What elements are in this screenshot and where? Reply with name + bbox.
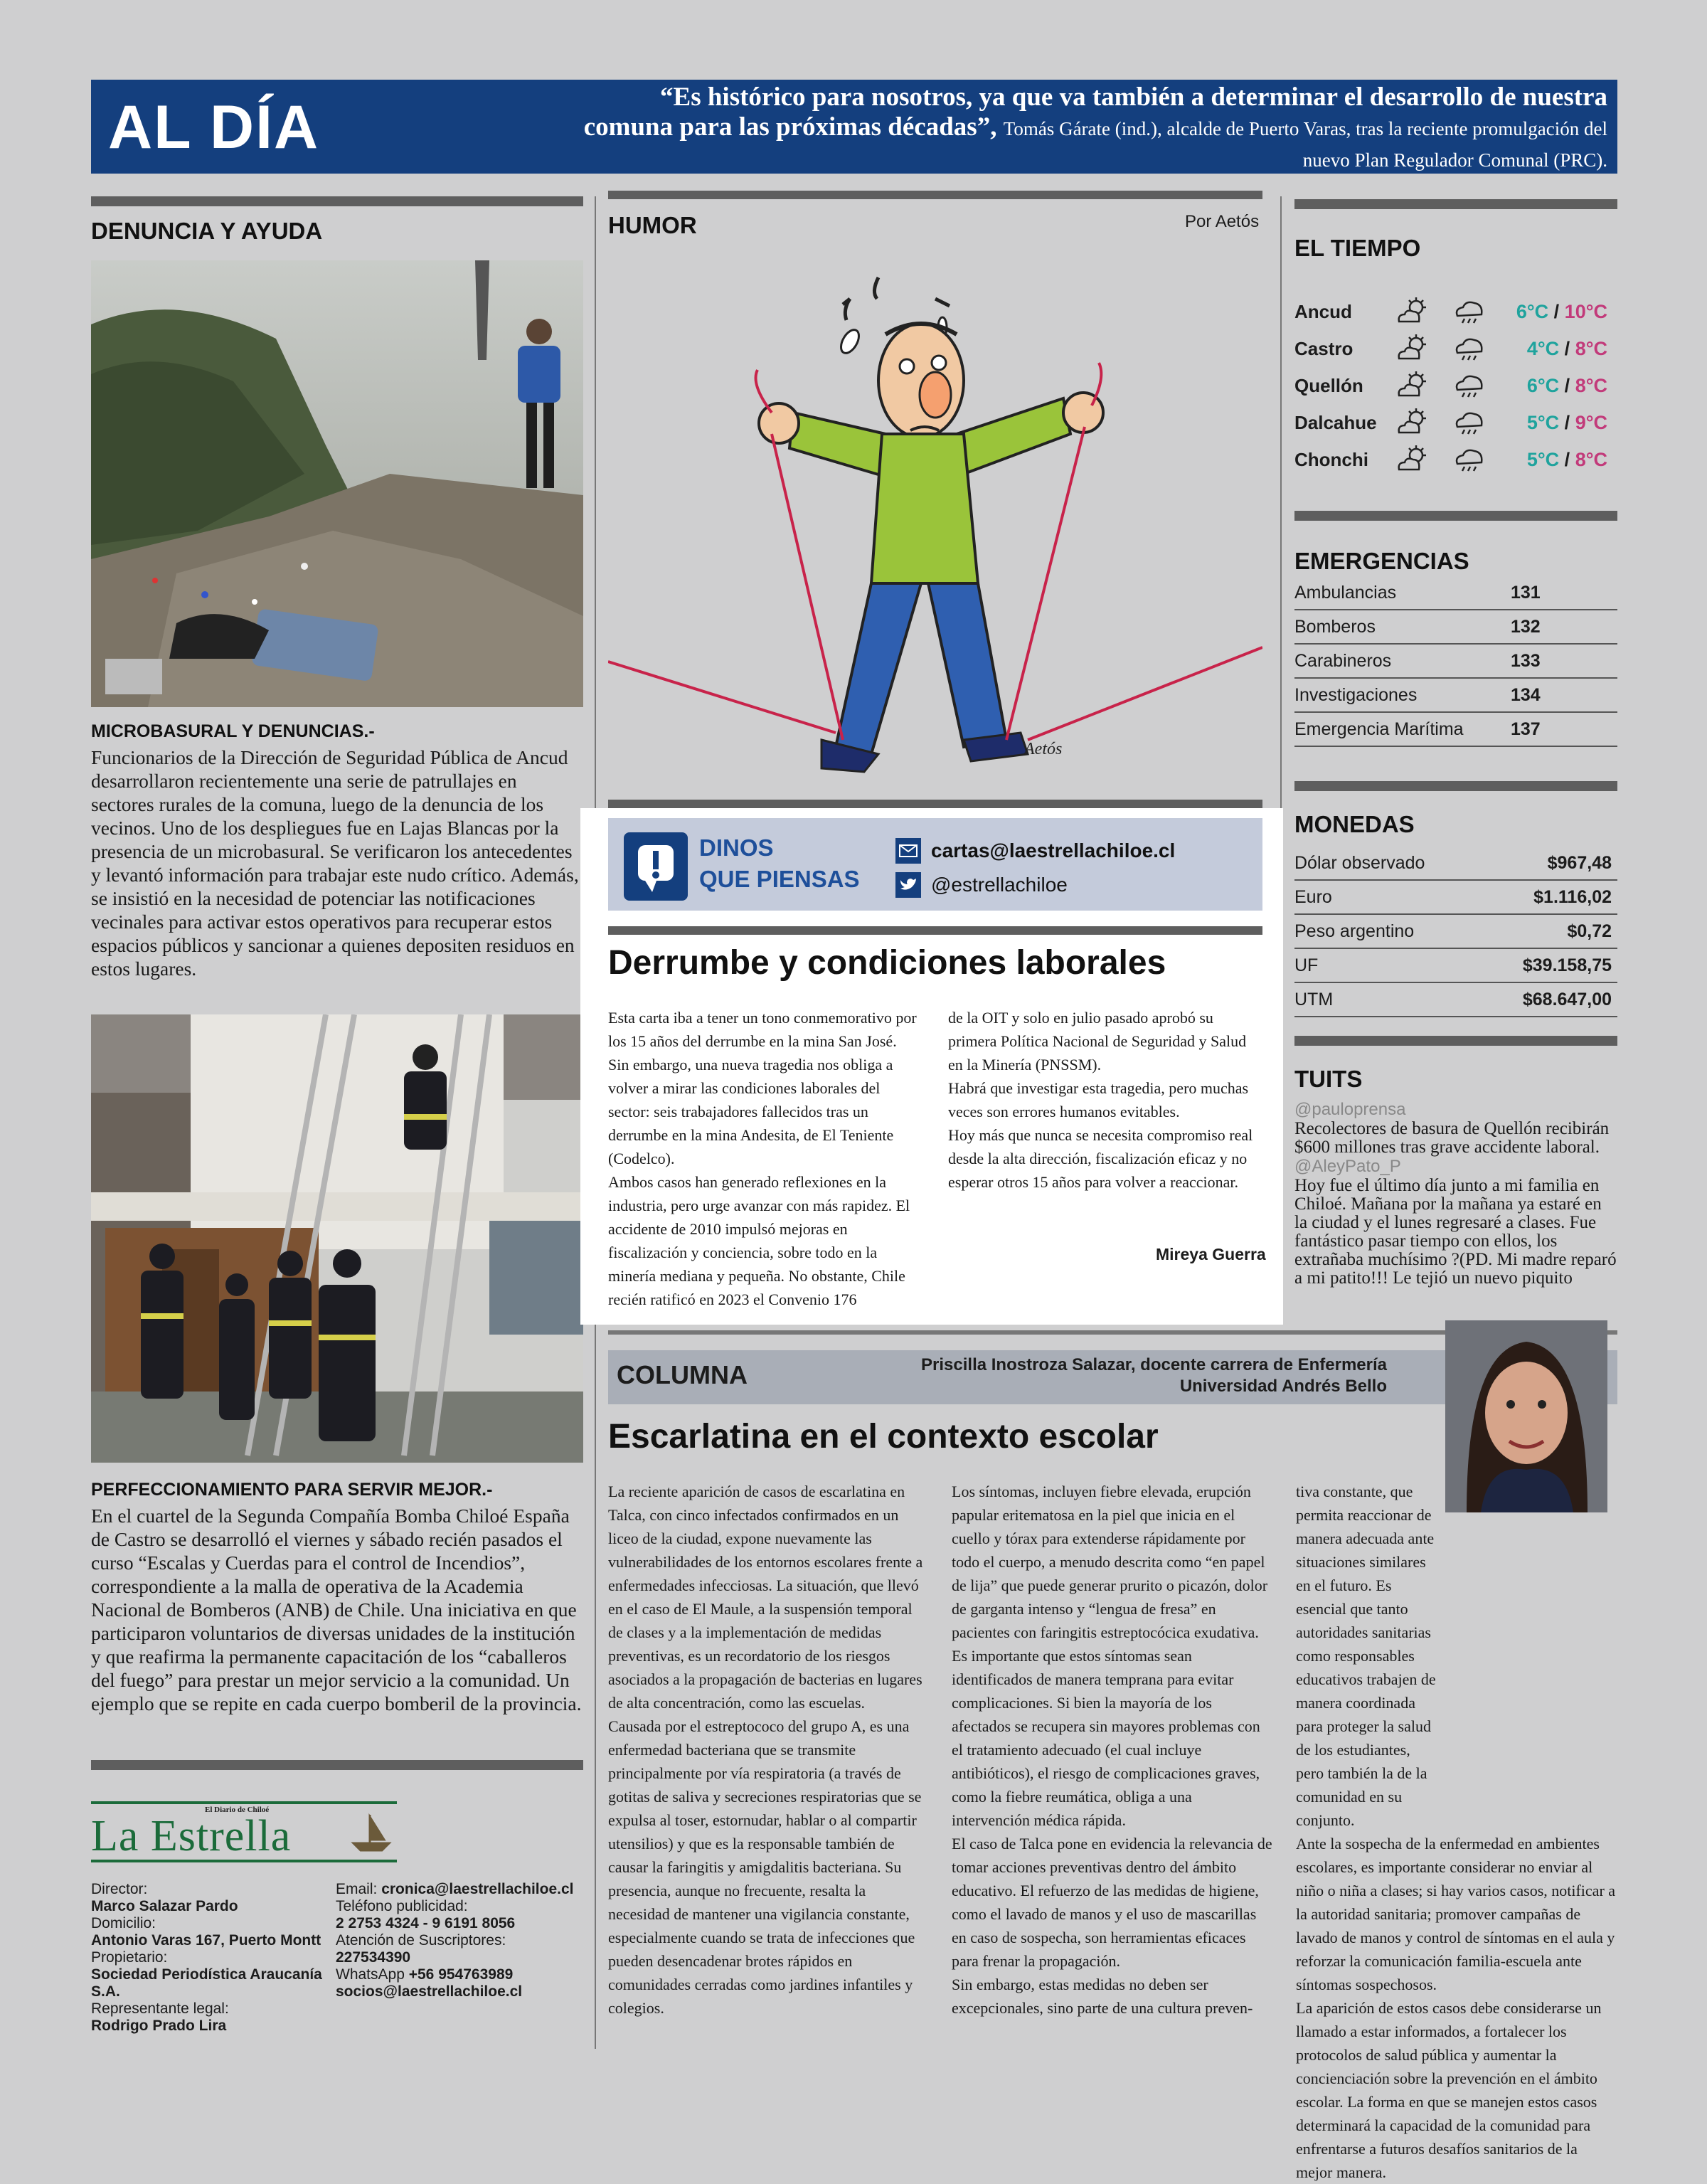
letter-paragraph: Hoy más que nunca se necesita compromiso real desde la alta dirección, fiscalización eficaz y no esperar otros 15 años para volver a reaccionar. xyxy=(948,1126,1253,1191)
weather-city: Ancud xyxy=(1294,300,1352,322)
temp-min: 5°C xyxy=(1526,411,1560,433)
currency-name: Peso argentino xyxy=(1294,921,1415,941)
caption2-body: En el cuartel de la Segunda Compañía Bomba Chiloé España de Castro se desarrolló el viernes y sábado recién pasados el curso “Escalas y Cuerdas para el control de Incendios”, correspondiente a la malla de operativa de la Academia Nacional de Bomberos (ANB) de Chile. Una iniciativa en que participaron voluntarios de diversas unidades de la institución y que reafirma la permanente capacitación de los “caballeros del fuego” para prestar un mejor servicio a la comunidad. Un ejemplo que se repite en cada cuerpo bomberil de la provincia. xyxy=(91,1505,582,1714)
weather-row: Quellón 6°C / 8°C xyxy=(1294,367,1617,404)
columna-paragraph: Ante la sospecha de la enfermedad en ambientes escolares, es importante considerar no enviar al niño o niña a clases; si hay varios casos, notificar a la autoridad sanitaria; promover campañas de lavado de manos y control de síntomas en el aula y reforzar la comunicación familia-escuela ante síntomas sospechosos. xyxy=(1296,1835,1616,1993)
divider xyxy=(91,1760,583,1770)
emergency-row xyxy=(1294,713,1617,747)
twitter-icon xyxy=(895,872,921,898)
temp-max: 9°C xyxy=(1575,411,1607,433)
emergencias-table xyxy=(1294,576,1617,747)
weather-table xyxy=(1294,293,1617,478)
currency-value: $68.647,00 xyxy=(1522,989,1612,1009)
monedas-title: MONEDAS xyxy=(1294,811,1415,837)
sun-cloud-icon xyxy=(1384,445,1441,474)
emergency-number[interactable]: 133 xyxy=(1511,650,1541,671)
divider xyxy=(608,191,1262,199)
temp-min: 6°C xyxy=(1526,374,1560,396)
currency-value: $1.116,02 xyxy=(1533,886,1612,907)
emergency-row xyxy=(1294,679,1617,713)
columna-paragraph: La reciente aparición de casos de escarlatina en Talca, con cinco infectados confirmados en un liceo de la ciudad, expone nuevamente las vulnerabilidades de los entornos escolares frente a enfermedades infecciosas. La situación, que llevó en el caso de El Maule, a la suspensión temporal de clases y a la implementación de medidas preventivas, es un recordatorio de los riesgos asociados a la propagación de bacterias en lugares de alta concentración, como las escuelas. xyxy=(608,1483,923,1712)
letter-paragraph: Habrá que investigar esta tragedia, pero muchas veces son errores humanos evitables. xyxy=(948,1079,1249,1120)
emergencias-title: EMERGENCIAS xyxy=(1294,548,1469,574)
dinos-twitter-row[interactable] xyxy=(895,868,1175,902)
emergency-row xyxy=(1294,645,1617,679)
columna-col3 xyxy=(1296,1480,1617,2184)
columna-paragraph: Los síntomas, incluyen fiebre elevada, erupción papular eritematosa en la piel que inicia en el cuello y tórax para extenderse rápidamente por todo el cuerpo, a menudo descrita como “en papel de lija” que puede generar prurito o picazón, dolor de garganta intenso y “lengua de fresa” en pacientes con faringitis estreptocócica exudativa. Es importante que estos síntomas sean identificados de manera temprana para evitar complicaciones. Si bien la mayoría de los afectados se recupera sin mayores problemas con el tratamiento adecuado (el cual incluye antibióticos), el riesgo de complicaciones graves, como la fiebre reumática, obliga a una intervención médica rápida. xyxy=(952,1483,1268,1829)
currency-value: $967,48 xyxy=(1547,852,1612,873)
weather-title: EL TIEMPO xyxy=(1294,235,1421,261)
dinos-twitter[interactable]: @estrellachiloe xyxy=(931,874,1068,896)
dinos-banner xyxy=(608,818,1262,911)
quote-text: “Es histórico para nosotros, ya que va también a determinar el desarrollo de nuestra comuna para las próximas décadas”, xyxy=(583,83,1607,142)
propietario-value: Sociedad Periodística Araucanía S.A. xyxy=(91,1966,322,2000)
masthead-right xyxy=(336,1881,585,2000)
columna-paragraph: La aparición de estos casos debe considerarse un llamado a estar informados, a fortalecer los protocolos de salud pública y aumentar la concienciación sobre la prevención en el ámbito escolar. La forma en que se manejen estos casos determinará la capacidad de la comunidad para enfrentarse a futuros desafíos sanitarios de la mejor manera. xyxy=(1296,1999,1602,2181)
whatsapp-value: +56 954763989 xyxy=(408,1966,514,1983)
temp-max: 8°C xyxy=(1575,374,1607,396)
dinos-email-row[interactable] xyxy=(895,834,1175,868)
weather-city: Quellón xyxy=(1294,374,1363,396)
tweet-text: Recolectores de basura de Quellón recibirán $600 millones tras grave accidente laboral. xyxy=(1294,1119,1610,1157)
domicilio-label: Domicilio: xyxy=(91,1915,156,1931)
sun-cloud-icon xyxy=(1384,297,1441,326)
letter-paragraph: Ambos casos han generado reflexiones en la industria, pero urge avanzar con más rapidez. El accidente de 2010 impulsó mejoras en fiscalización y conciencia, sobre todo en la minería mediana y pequeña. No obstante, Chile recién ratificó en 2023 el Convenio 176 xyxy=(608,1173,910,1308)
tweet-handle[interactable]: @AleyPato_P xyxy=(1294,1157,1401,1176)
temp-max: 8°C xyxy=(1575,448,1607,470)
weather-city: Castro xyxy=(1294,337,1354,359)
representante-value: Rodrigo Prado Lira xyxy=(91,2018,227,2034)
currency-row xyxy=(1294,881,1617,915)
socios-email[interactable]: socios@laestrellachiloe.cl xyxy=(336,1983,523,2000)
rain-cloud-icon xyxy=(1441,334,1498,363)
emergency-row xyxy=(1294,576,1617,610)
caption1-body: Funcionarios de la Dirección de Seguridad Pública de Ancud desarrollaron recientemente una serie de patrullajes en sectores rurales de la comuna, luego de la denuncia de los vecinos. Uno de los despliegues fue en Lajas Blancas por la presencia de un microbasural. Se verificaron los antecedentes y levantó información para trabajar este nudo crítico. Además, se insistió en la necesidad de potenciar las notificaciones vecinales para activar estos operativos para recuperar estos espacios públicos y sancionar a quienes depositen residuos en estos lugares. xyxy=(91,746,579,980)
dinos-email[interactable]: cartas@laestrellachiloe.cl xyxy=(931,839,1176,862)
quote-attribution: Tomás Gárate (ind.), alcalde de Puerto Varas, tras la reciente promulgación del nuevo Plan Regulador Comunal (PRC). xyxy=(1003,118,1607,171)
masthead-logo xyxy=(91,1801,397,1862)
divider xyxy=(1294,781,1617,791)
letter-author: Mireya Guerra xyxy=(1156,1245,1266,1263)
temp-max: 10°C xyxy=(1564,300,1607,322)
mail-icon xyxy=(895,838,921,864)
suscriptores-label: Atención de Suscriptores: xyxy=(336,1932,506,1949)
weather-row: Castro 4°C / 8°C xyxy=(1294,330,1617,367)
columna-label: COLUMNA xyxy=(617,1360,748,1389)
emergency-name: Carabineros xyxy=(1294,650,1392,671)
tuits-list xyxy=(1294,1100,1617,1288)
director-value: Marco Salazar Pardo xyxy=(91,1898,238,1914)
sun-cloud-icon xyxy=(1384,408,1441,437)
emergency-number[interactable]: 137 xyxy=(1511,719,1541,739)
currency-name: Euro xyxy=(1294,886,1332,907)
telefono-label: Teléfono publicidad: xyxy=(336,1898,468,1914)
emergency-row xyxy=(1294,610,1617,645)
columna-paragraph: El caso de Talca pone en evidencia la relevancia de tomar acciones preventivas dentro del ámbito educativo. El refuerzo de las medidas de higiene, como el lavado de manos y el uso de mascarillas en caso de sospecha, son herramientas eficaces para frenar la propagación. xyxy=(952,1835,1272,1970)
temp-min: 5°C xyxy=(1526,448,1560,470)
letter-paragraph: de la OIT y solo en julio pasado aprobó su primera Política Nacional de Seguridad y Salud en la Minería (PNSSM). xyxy=(948,1009,1247,1074)
emergency-name: Ambulancias xyxy=(1294,582,1397,603)
humor-byline: Por Aetós xyxy=(1185,212,1260,231)
sun-cloud-icon xyxy=(1384,334,1441,363)
temp-min: 6°C xyxy=(1516,300,1549,322)
columna-paragraph: Sin embargo, estas medidas no deben ser excepcionales, sino parte de una cultura preven- xyxy=(952,1976,1253,2017)
currency-name: UF xyxy=(1294,955,1319,975)
currency-row xyxy=(1294,847,1617,881)
monedas-table xyxy=(1294,847,1617,1017)
temp-max: 8°C xyxy=(1575,337,1607,359)
masthead-left xyxy=(91,1881,326,2035)
currency-row xyxy=(1294,915,1617,949)
divider xyxy=(91,196,583,206)
columna-paragraph: Causada por el estreptococo del grupo A, es una enfermedad bacteriana que se transmite principalmente por vía respiratoria (a través de gotitas de saliva y secreciones respiratorias que se expulsa al toser, estornudar, hablar o al compartir utensilios) y que es la responsable también de causar la faringitis y amigdalitis bacteriana. Su presencia, aunque no frecuente, resalta la necesidad de mantener una vigilancia constante, especialmente cuando se trata de infecciones que pueden desencadenar brotes rápidos en comunidades cerradas como jardines infantiles y colegios. xyxy=(608,1717,922,2017)
columna-title: Escarlatina en el contexto escolar xyxy=(608,1418,1159,1456)
weather-city: Dalcahue xyxy=(1294,411,1377,433)
email-label: Email: xyxy=(336,1881,378,1897)
currency-value: $0,72 xyxy=(1567,921,1612,941)
tweet-handle[interactable]: @pauloprensa xyxy=(1294,1100,1406,1119)
currency-name: UTM xyxy=(1294,989,1334,1009)
divider xyxy=(608,926,1262,935)
humor-title: HUMOR xyxy=(608,212,697,238)
dinos-line2: QUE PIENSAS xyxy=(699,866,860,892)
currency-row xyxy=(1294,949,1617,983)
sun-cloud-icon xyxy=(1384,371,1441,400)
tweet-text: Hoy fue el último día junto a mi familia en Chiloé. Mañana por la mañana ya estaré en la ciudad y el lunes regresaré a clases. Fue fantástico pasar tiempo con ellos, los extrañaba muchísimo ?(PD. Mi madre reparó a mi patito!!! Le tejió un nuevo piquito xyxy=(1294,1176,1617,1288)
letter-col2 xyxy=(948,1006,1261,1194)
letter-title: Derrumbe y condiciones laborales xyxy=(608,944,1166,982)
domicilio-value: Antonio Varas 167, Puerto Montt xyxy=(91,1932,321,1949)
dinos-line1: DINOS xyxy=(699,834,774,861)
suscriptores-value: 227534390 xyxy=(336,1949,411,1966)
section-header xyxy=(91,80,1617,174)
boat-icon xyxy=(350,1811,393,1854)
currency-row xyxy=(1294,983,1617,1017)
temp-min: 4°C xyxy=(1526,337,1560,359)
columna-paragraph: tiva constante, que permita reaccionar de manera adecuada ante situaciones similares en el futuro. Es esencial que tanto autoridades sanitarias como responsables educativos trabajen de manera coordinada para proteger la salud de los estudiantes, pero también la de la comunidad en su conjunto. xyxy=(1296,1483,1436,1829)
emergency-number[interactable]: 131 xyxy=(1511,582,1541,603)
director-label: Director: xyxy=(91,1881,148,1897)
rain-cloud-icon xyxy=(1441,408,1498,437)
photo-microbasural xyxy=(91,260,583,707)
telefono-value: 2 2753 4324 - 9 6191 8056 xyxy=(336,1915,516,1931)
emergency-name: Investigaciones xyxy=(1294,684,1418,705)
divider xyxy=(1294,1036,1617,1046)
caption2-head: PERFECCIONAMIENTO PARA SERVIR MEJOR.- xyxy=(91,1480,493,1500)
divider xyxy=(1294,199,1617,209)
columna-col2 xyxy=(952,1480,1273,2020)
emergency-name: Bomberos xyxy=(1294,616,1376,637)
cartoon-signature: Aetós xyxy=(1024,740,1063,758)
columna-author2: Universidad Andrés Bello xyxy=(1179,1377,1387,1396)
emergency-number[interactable]: 132 xyxy=(1511,616,1541,637)
propietario-label: Propietario: xyxy=(91,1949,168,1966)
emergency-number[interactable]: 134 xyxy=(1511,684,1541,705)
caption1-head: MICROBASURAL Y DENUNCIAS.- xyxy=(91,721,375,741)
masthead-small: El Diario de Chiloé xyxy=(205,1806,270,1814)
email-value[interactable]: cronica@laestrellachiloe.cl xyxy=(381,1881,574,1897)
rain-cloud-icon xyxy=(1441,297,1498,326)
whatsapp-label: WhatsApp xyxy=(336,1966,405,1983)
rain-cloud-icon xyxy=(1441,445,1498,474)
header-quote xyxy=(583,83,1607,175)
photo-bomberos xyxy=(91,1014,583,1463)
currency-value: $39.158,75 xyxy=(1522,955,1612,975)
weather-row: Dalcahue 5°C / 9°C xyxy=(1294,404,1617,441)
emergency-name: Emergencia Marítima xyxy=(1294,719,1464,739)
letter-col1 xyxy=(608,1006,921,1311)
columna-col1 xyxy=(608,1480,930,2020)
tuits-title: TUITS xyxy=(1294,1066,1363,1092)
denuncia-title: DENUNCIA Y AYUDA xyxy=(91,218,323,244)
weather-city: Chonchi xyxy=(1294,448,1368,470)
divider xyxy=(1294,511,1617,521)
letter-paragraph: Esta carta iba a tener un tono conmemorativo por los 15 años del derrumbe en la mina San José. Sin embargo, una nueva tragedia nos obliga a volver a mirar las condiciones laborales del sector: seis trabajadores fallecidos tras un derrumbe en la mina Andesita, de El Teniente (Codelco). xyxy=(608,1009,917,1167)
section-title: AL DÍA xyxy=(108,93,320,161)
rain-cloud-icon xyxy=(1441,371,1498,400)
humor-cartoon xyxy=(608,242,1262,783)
columna-author1: Priscilla Inostroza Salazar, docente carrera de Enfermería xyxy=(921,1355,1387,1374)
currency-name: Dólar observado xyxy=(1294,852,1425,873)
exclamation-icon xyxy=(624,832,688,901)
weather-row: Ancud 6°C / 10°C xyxy=(1294,293,1617,330)
masthead-name: La Estrella xyxy=(91,1812,292,1860)
weather-row: Chonchi 5°C / 8°C xyxy=(1294,441,1617,478)
representante-label: Representante legal: xyxy=(91,2000,229,2017)
